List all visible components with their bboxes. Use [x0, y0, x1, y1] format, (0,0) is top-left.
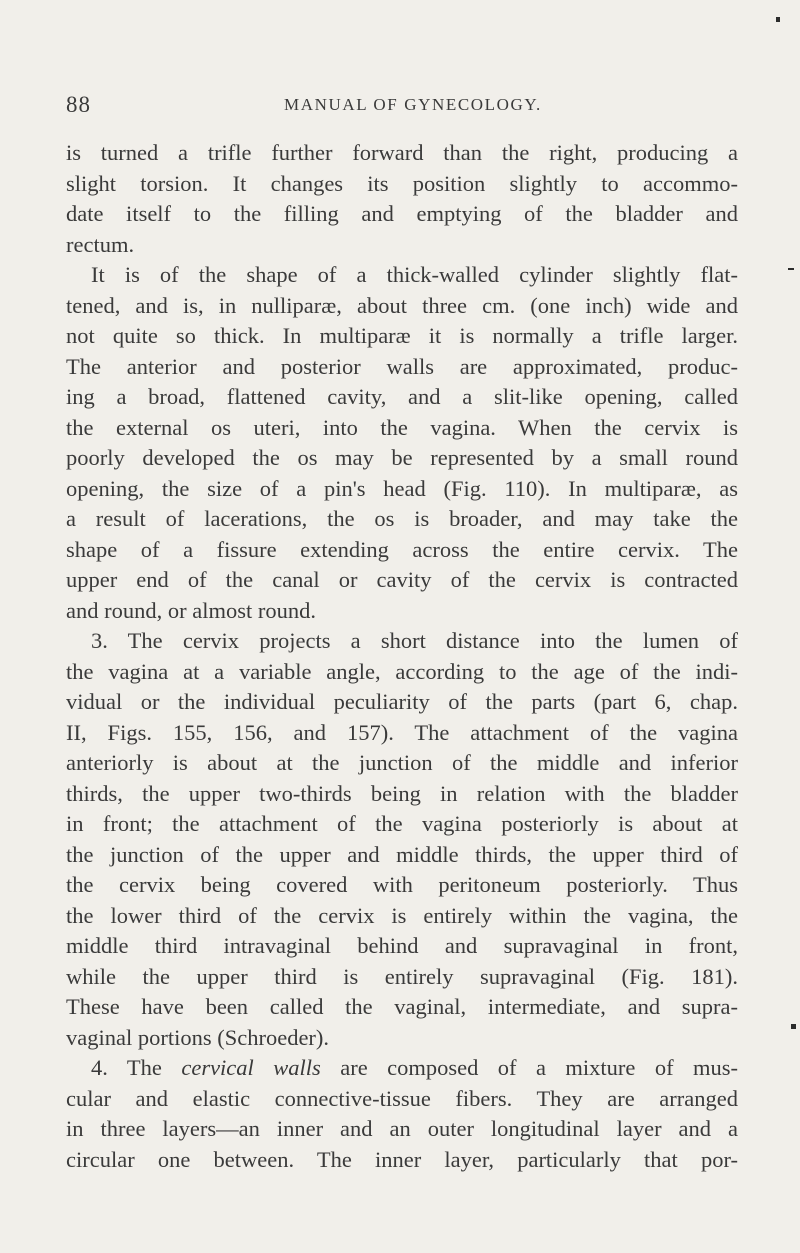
- text-line: tened, and is, in nulliparæ, about three cm. (one inch) wide and: [66, 292, 738, 318]
- text-line: in front; the attachment of the vagina posteriorly is about at: [66, 811, 738, 836]
- text-line: date itself to the filling and emptying of the bladder and: [66, 201, 738, 226]
- text-line: anteriorly is about at the junction of the middle and inferior: [66, 750, 738, 775]
- text-segment: are composed of a mixture of mus-: [340, 1055, 739, 1080]
- page-number: 88: [66, 92, 91, 117]
- body-text: [66, 138, 738, 1175]
- text-line: The anterior and posterior walls are approximated, produc-: [66, 353, 738, 379]
- text-line: [66, 1053, 738, 1084]
- text-line: ing a broad, flattened cavity, and a slit-like opening, called: [66, 384, 738, 409]
- text-line: poorly developed the os may be represented by a small round: [66, 445, 738, 470]
- italic-term: cervical walls: [181, 1055, 321, 1080]
- text-line: It is of the shape of a thick-walled cylinder slightly flat-: [91, 262, 738, 287]
- text-line: vaginal portions (Schroeder).: [66, 1024, 330, 1050]
- text-line: These have been called the vaginal, intermediate, and supra-: [66, 994, 738, 1019]
- text-line: the external os uteri, into the vagina. When the cervix is: [66, 414, 738, 440]
- text-line: a result of lacerations, the os is broader, and may take the: [66, 506, 738, 531]
- text-line: the junction of the upper and middle thirds, the upper third of: [66, 841, 738, 867]
- text-line: circular one between. The inner layer, particularly that por-: [66, 1146, 738, 1172]
- scan-speck: [791, 1024, 796, 1029]
- text-line: vidual or the individual peculiarity of the parts (part 6, chap.: [66, 689, 738, 714]
- text-line: opening, the size of a pin's head (Fig. 110). In multiparæ, as: [66, 475, 738, 501]
- text-line: not quite so thick. In multiparæ it is normally a trifle larger.: [66, 323, 738, 348]
- text-line: and round, or almost round.: [66, 597, 316, 623]
- text-line: shape of a fissure extending across the entire cervix. The: [66, 536, 738, 562]
- scan-speck: [788, 268, 794, 270]
- text-line: II, Figs. 155, 156, and 157). The attachment of the vagina: [66, 719, 738, 745]
- text-line: cular and elastic connective-tissue fibers. They are arranged: [66, 1085, 738, 1111]
- text-line: 3. The cervix projects a short distance into the lumen of: [91, 628, 738, 653]
- text-line: the vagina at a variable angle, according to the age of the indi-: [66, 658, 738, 684]
- text-line: rectum.: [66, 231, 135, 257]
- text-line: the cervix being covered with peritoneum posteriorly. Thus: [66, 872, 738, 897]
- text-line: middle third intravaginal behind and supravaginal in front,: [66, 933, 738, 958]
- running-head: [66, 92, 738, 116]
- text-line: the lower third of the cervix is entirely within the vagina, the: [66, 902, 738, 928]
- text-line: thirds, the upper two-thirds being in relation with the bladder: [66, 780, 738, 806]
- text-line: in three layers—an inner and an outer longitudinal layer and a: [66, 1116, 738, 1141]
- running-title: MANUAL OF GYNECOLOGY.: [284, 95, 542, 114]
- text-line: is turned a trifle further forward than the right, producing a: [66, 140, 738, 165]
- text-line: while the upper third is entirely supravaginal (Fig. 181).: [66, 963, 738, 989]
- text-line: slight torsion. It changes its position slightly to accommo-: [66, 170, 738, 196]
- text-line: upper end of the canal or cavity of the cervix is contracted: [66, 567, 738, 592]
- scan-speck: [776, 17, 780, 22]
- text-segment: 4. The: [91, 1055, 162, 1080]
